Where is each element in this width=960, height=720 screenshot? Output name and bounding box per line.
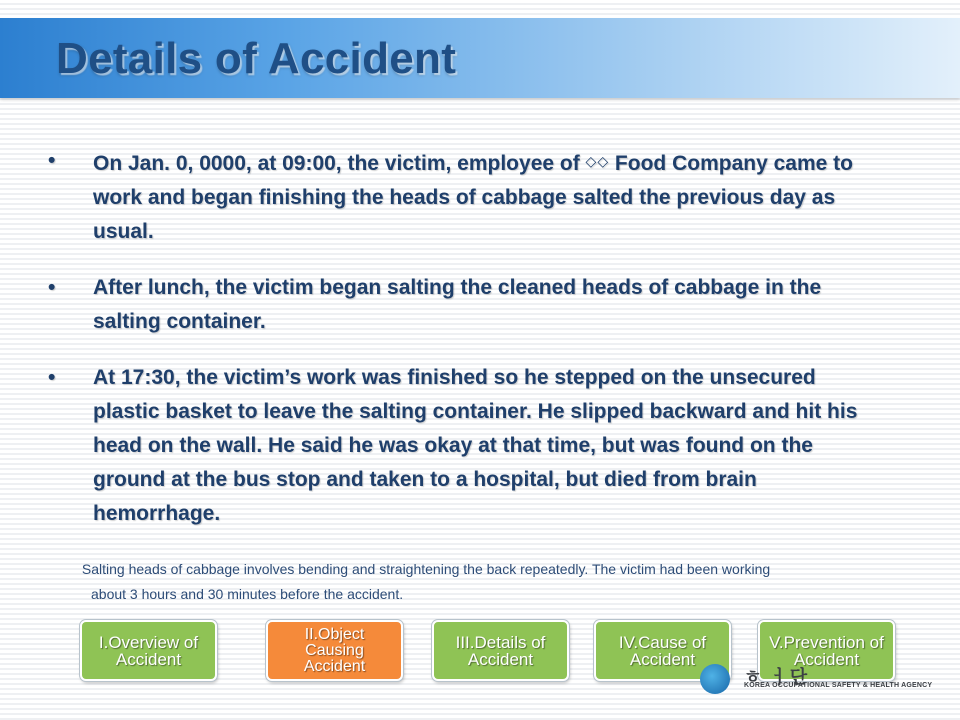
bullet-marker: • xyxy=(48,366,56,389)
bullet-text: At 17:30, the victim’s work was finished so he stepped on the unsecured plastic basket to leave the salting container. He slipped backward and hit his head on the wall. He said he was okay at that time, but was found on the ground at the bus stop and taken to a hospital, but died from brain hemorrhage. xyxy=(93,366,858,525)
footnote-line-1: Salting heads of cabbage involves bending and straightening the back repeatedly. The victim had been working xyxy=(81,561,771,577)
nav-details-button[interactable] xyxy=(432,620,569,681)
bullet-marker: • xyxy=(48,276,56,299)
page-title: Details of Accident xyxy=(56,34,457,83)
content-area xyxy=(48,144,878,553)
nav-label: III.Details of Accident xyxy=(455,632,546,669)
agency-logo-korean: ㅎ ㅓ단 xyxy=(744,667,810,687)
agency-emblem-icon xyxy=(700,664,730,694)
diamond-placeholder-icon: ◇◇ xyxy=(585,153,610,169)
nav-overview-button[interactable] xyxy=(80,620,217,681)
footnote xyxy=(64,557,884,607)
nav-label: V.Prevention of Accident xyxy=(769,632,884,669)
nav-label: IV.Cause of Accident xyxy=(618,632,707,669)
bullet-item-3 xyxy=(48,361,878,531)
bullet-item-1 xyxy=(48,144,878,249)
nav-object-causing-button[interactable] xyxy=(266,620,403,681)
agency-logo-english: KOREA OCCUPATIONAL SAFETY & HEALTH AGENCY xyxy=(744,682,933,689)
bullet-marker: • xyxy=(48,149,56,172)
nav-label: I.Overview of Accident xyxy=(98,632,199,669)
bullet-text: Food Company came to work and began finishing the heads of cabbage salted the previous day as usual. xyxy=(93,152,853,243)
footnote-line-2: about 3 hours and 30 minutes before the accident. xyxy=(91,586,404,602)
bullet-text: On Jan. 0, 0000, at 09:00, the victim, employee of xyxy=(93,152,586,175)
bullet-item-2 xyxy=(48,271,878,339)
nav-label: II.Object Causing Accident xyxy=(303,625,366,675)
bullet-text: After lunch, the victim began salting the cleaned heads of cabbage in the salting container. xyxy=(93,276,822,333)
agency-logo xyxy=(700,660,933,694)
